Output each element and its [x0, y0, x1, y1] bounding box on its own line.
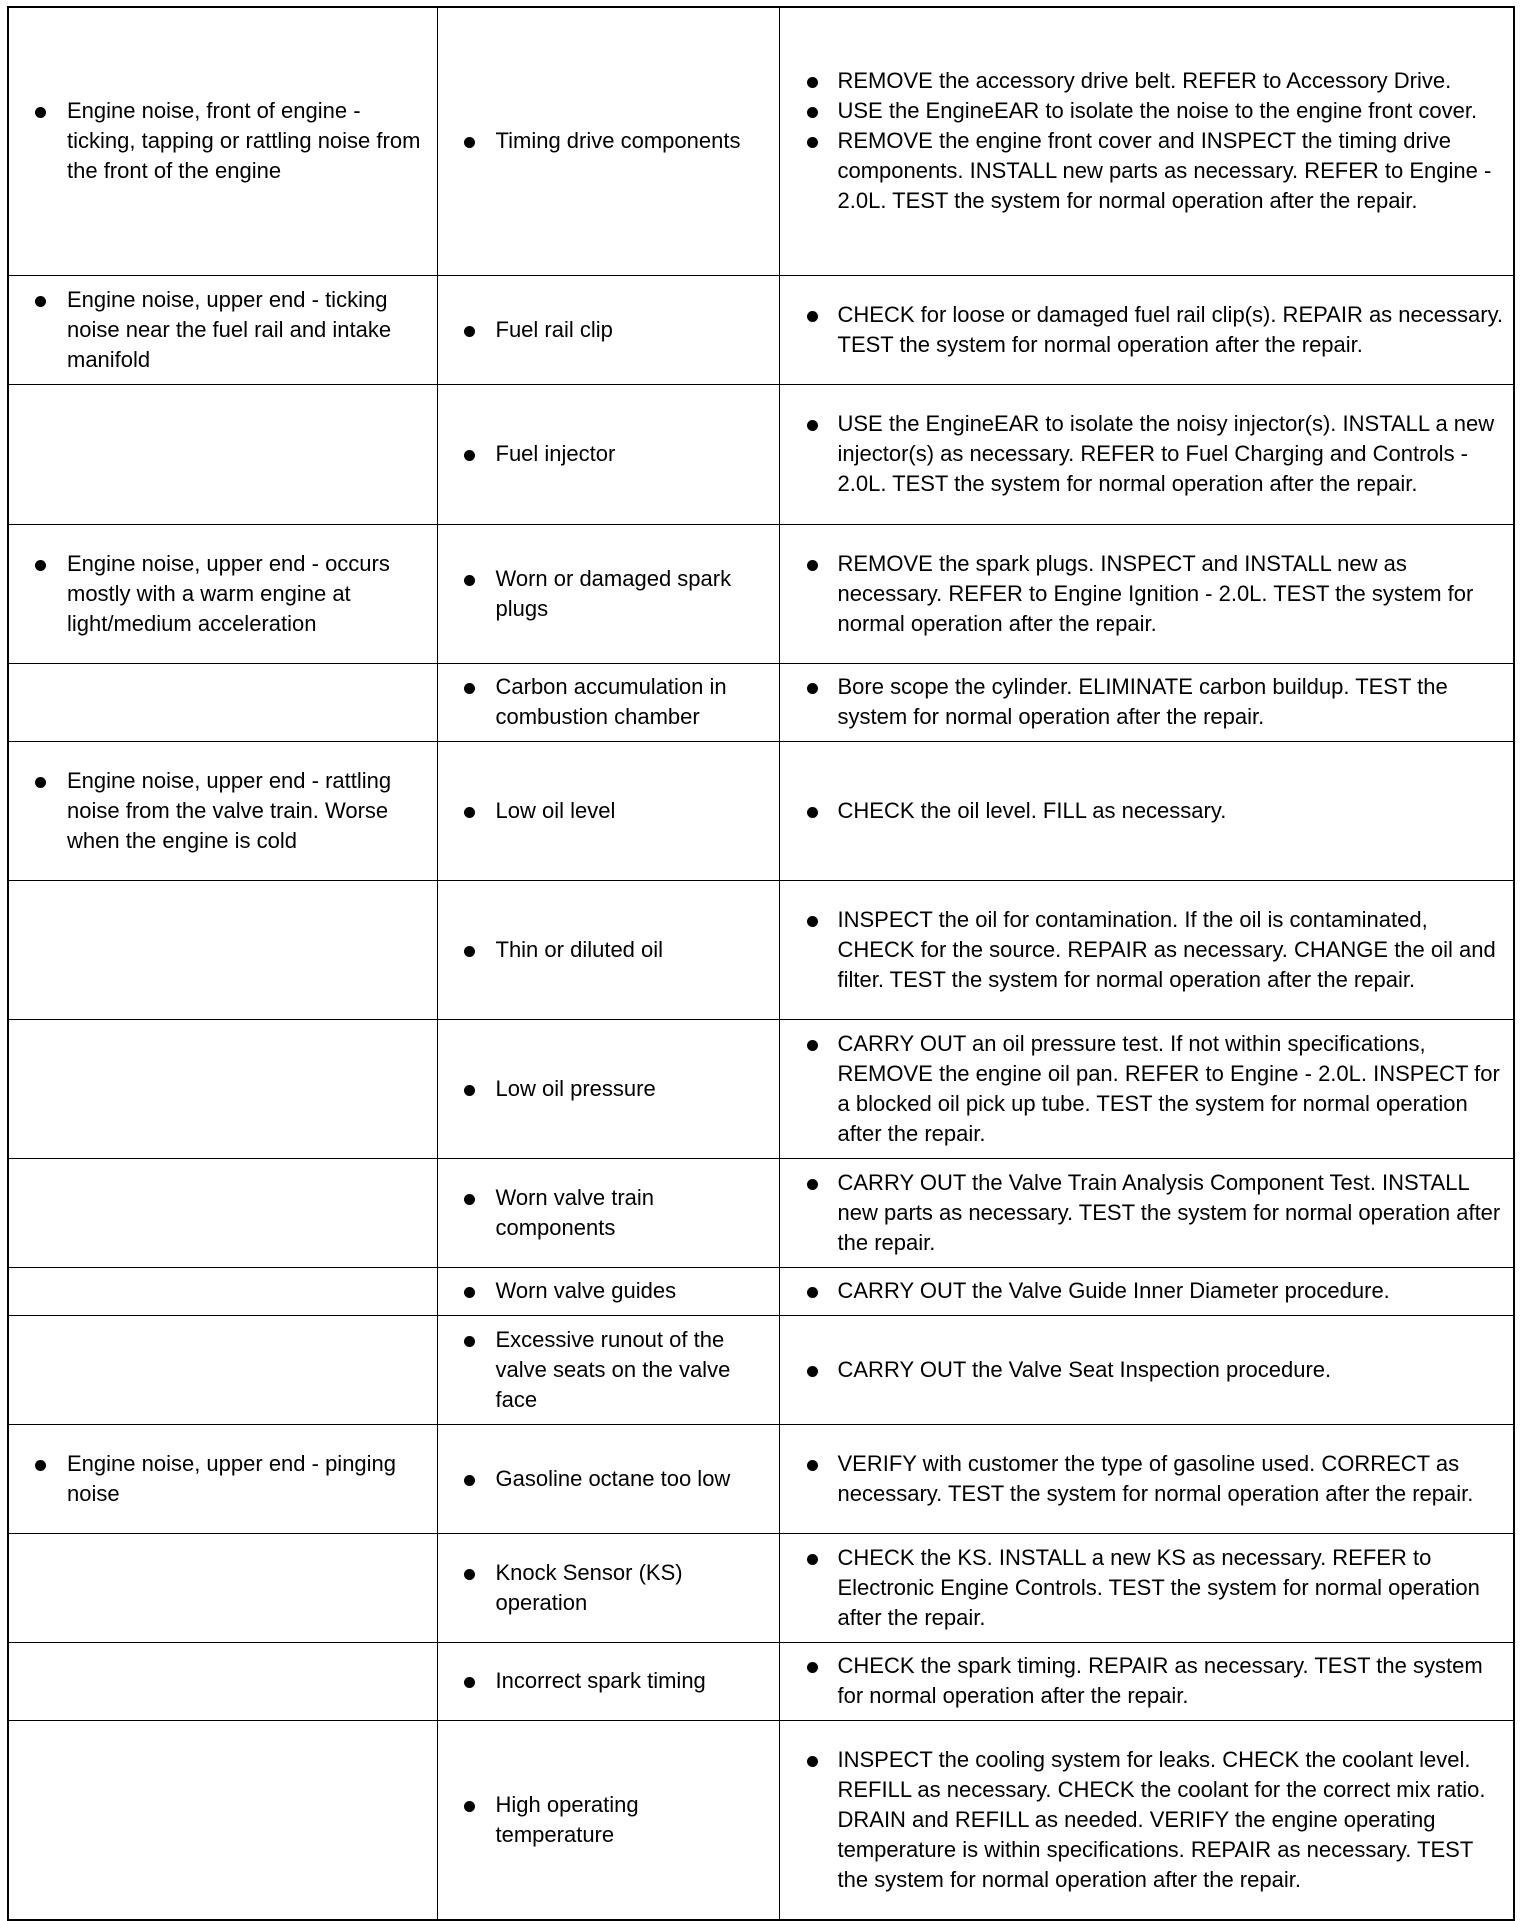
action-item: CHECK the KS. INSTALL a new KS as necessary. REFER to Electronic Engine Controls. TEST the system for normal operation after the repair.: [780, 1543, 1514, 1633]
possible-source-text: Gasoline octane too low: [438, 1464, 779, 1494]
possible-source-cell: [437, 1019, 779, 1158]
action-cell: [779, 741, 1514, 880]
action-item: CARRY OUT an oil pressure test. If not within specifications, REMOVE the engine oil pan. REFER to Engine - 2.0L. INSPECT for a blocked oil pick up tube. TEST the system for normal operation after the repair.: [780, 1029, 1514, 1149]
action-cell: [779, 1315, 1514, 1424]
condition-text: Engine noise, upper end - pinging noise: [9, 1449, 437, 1509]
table-row: [8, 1019, 1514, 1158]
action-cell: [779, 1533, 1514, 1642]
table-row: [8, 741, 1514, 880]
condition-cell: [8, 1642, 437, 1720]
action-item: INSPECT the oil for contamination. If the oil is contaminated, CHECK for the source. REPAIR as necessary. CHANGE the oil and filter. TEST the system for normal operation after the repair.: [780, 905, 1514, 995]
action-cell: [779, 275, 1514, 384]
condition-cell: [8, 741, 437, 880]
action-item: REMOVE the engine front cover and INSPECT the timing drive components. INSTALL new parts as necessary. REFER to Engine - 2.0L. TEST the system for normal operation after the repair.: [780, 126, 1514, 216]
action-item: CHECK the oil level. FILL as necessary.: [780, 796, 1514, 826]
table-row: [8, 880, 1514, 1019]
condition-text: Engine noise, upper end - occurs mostly with a warm engine at light/medium acceleration: [9, 549, 437, 639]
table-row: [8, 1267, 1514, 1315]
possible-source-text: Worn or damaged spark plugs: [438, 564, 779, 624]
possible-source-text: Incorrect spark timing: [438, 1666, 779, 1696]
action-cell: [779, 663, 1514, 741]
possible-source-text: Fuel injector: [438, 439, 779, 469]
possible-source-cell: [437, 1720, 779, 1920]
possible-source-text: Carbon accumulation in combustion chamber: [438, 672, 779, 732]
condition-cell: [8, 384, 437, 524]
possible-source-cell: [437, 275, 779, 384]
possible-source-text: Knock Sensor (KS) operation: [438, 1558, 779, 1618]
action-item: CARRY OUT the Valve Guide Inner Diameter procedure.: [780, 1276, 1514, 1306]
action-cell: [779, 1720, 1514, 1920]
table-row: [8, 1533, 1514, 1642]
possible-source-text: Worn valve train components: [438, 1183, 779, 1243]
action-item: VERIFY with customer the type of gasoline used. CORRECT as necessary. TEST the system for normal operation after the repair.: [780, 1449, 1514, 1509]
condition-cell: [8, 1533, 437, 1642]
table-row: [8, 384, 1514, 524]
possible-source-cell: [437, 1158, 779, 1267]
action-cell: [779, 1267, 1514, 1315]
table-body: [8, 7, 1514, 1920]
possible-source-cell: [437, 7, 779, 275]
table-row: [8, 1315, 1514, 1424]
condition-cell: [8, 1720, 437, 1920]
action-cell: [779, 384, 1514, 524]
possible-source-text: Excessive runout of the valve seats on the valve face: [438, 1325, 779, 1415]
action-item: CARRY OUT the Valve Seat Inspection procedure.: [780, 1355, 1514, 1385]
table-row: [8, 1424, 1514, 1533]
action-item: CARRY OUT the Valve Train Analysis Component Test. INSTALL new parts as necessary. TEST the system for normal operation after the repair.: [780, 1168, 1514, 1258]
possible-source-cell: [437, 880, 779, 1019]
possible-source-text: Worn valve guides: [438, 1276, 779, 1306]
possible-source-cell: [437, 1533, 779, 1642]
table-row: [8, 663, 1514, 741]
condition-text: Engine noise, front of engine - ticking, tapping or rattling noise from the front of the engine: [9, 96, 437, 186]
condition-cell: [8, 1424, 437, 1533]
action-cell: [779, 7, 1514, 275]
action-item: Bore scope the cylinder. ELIMINATE carbon buildup. TEST the system for normal operation after the repair.: [780, 672, 1514, 732]
condition-cell: [8, 1267, 437, 1315]
condition-text: Engine noise, upper end - rattling noise from the valve train. Worse when the engine is cold: [9, 766, 437, 856]
possible-source-cell: [437, 384, 779, 524]
condition-cell: [8, 1158, 437, 1267]
possible-source-cell: [437, 524, 779, 663]
action-item: INSPECT the cooling system for leaks. CHECK the coolant level. REFILL as necessary. CHECK the coolant for the correct mix ratio. DRAIN and REFILL as needed. VERIFY the engine operating temperature is within specifications. REPAIR as necessary. TEST the system for normal operation after the repair.: [780, 1745, 1514, 1895]
possible-source-text: Low oil pressure: [438, 1074, 779, 1104]
condition-cell: [8, 524, 437, 663]
action-cell: [779, 524, 1514, 663]
condition-cell: [8, 275, 437, 384]
action-cell: [779, 1158, 1514, 1267]
table-row: [8, 524, 1514, 663]
table-row: [8, 275, 1514, 384]
possible-source-cell: [437, 663, 779, 741]
action-item: USE the EngineEAR to isolate the noisy injector(s). INSTALL a new injector(s) as necessary. REFER to Fuel Charging and Controls - 2.0L. TEST the system for normal operation after the repair.: [780, 409, 1514, 499]
possible-source-cell: [437, 1315, 779, 1424]
possible-source-text: Timing drive components: [438, 126, 779, 156]
diagnostic-table: [7, 6, 1515, 1921]
action-item: CHECK for loose or damaged fuel rail clip(s). REPAIR as necessary. TEST the system for normal operation after the repair.: [780, 300, 1514, 360]
possible-source-cell: [437, 1267, 779, 1315]
condition-cell: [8, 7, 437, 275]
condition-text: Engine noise, upper end - ticking noise near the fuel rail and intake manifold: [9, 285, 437, 375]
possible-source-text: Fuel rail clip: [438, 315, 779, 345]
possible-source-cell: [437, 741, 779, 880]
action-item: USE the EngineEAR to isolate the noise to the engine front cover.: [780, 96, 1514, 126]
action-cell: [779, 1424, 1514, 1533]
table-row: [8, 7, 1514, 275]
possible-source-text: Thin or diluted oil: [438, 935, 779, 965]
possible-source-cell: [437, 1642, 779, 1720]
condition-cell: [8, 1019, 437, 1158]
possible-source-text: Low oil level: [438, 796, 779, 826]
possible-source-cell: [437, 1424, 779, 1533]
action-cell: [779, 1642, 1514, 1720]
condition-cell: [8, 663, 437, 741]
action-cell: [779, 1019, 1514, 1158]
table-row: [8, 1720, 1514, 1920]
action-item: REMOVE the accessory drive belt. REFER to Accessory Drive.: [780, 66, 1514, 96]
possible-source-text: High operating temperature: [438, 1790, 779, 1850]
action-item: REMOVE the spark plugs. INSPECT and INSTALL new as necessary. REFER to Engine Ignition - 2.0L. TEST the system for normal operation after the repair.: [780, 549, 1514, 639]
condition-cell: [8, 1315, 437, 1424]
table-row: [8, 1158, 1514, 1267]
action-item: CHECK the spark timing. REPAIR as necessary. TEST the system for normal operation after the repair.: [780, 1651, 1514, 1711]
action-cell: [779, 880, 1514, 1019]
condition-cell: [8, 880, 437, 1019]
table-row: [8, 1642, 1514, 1720]
